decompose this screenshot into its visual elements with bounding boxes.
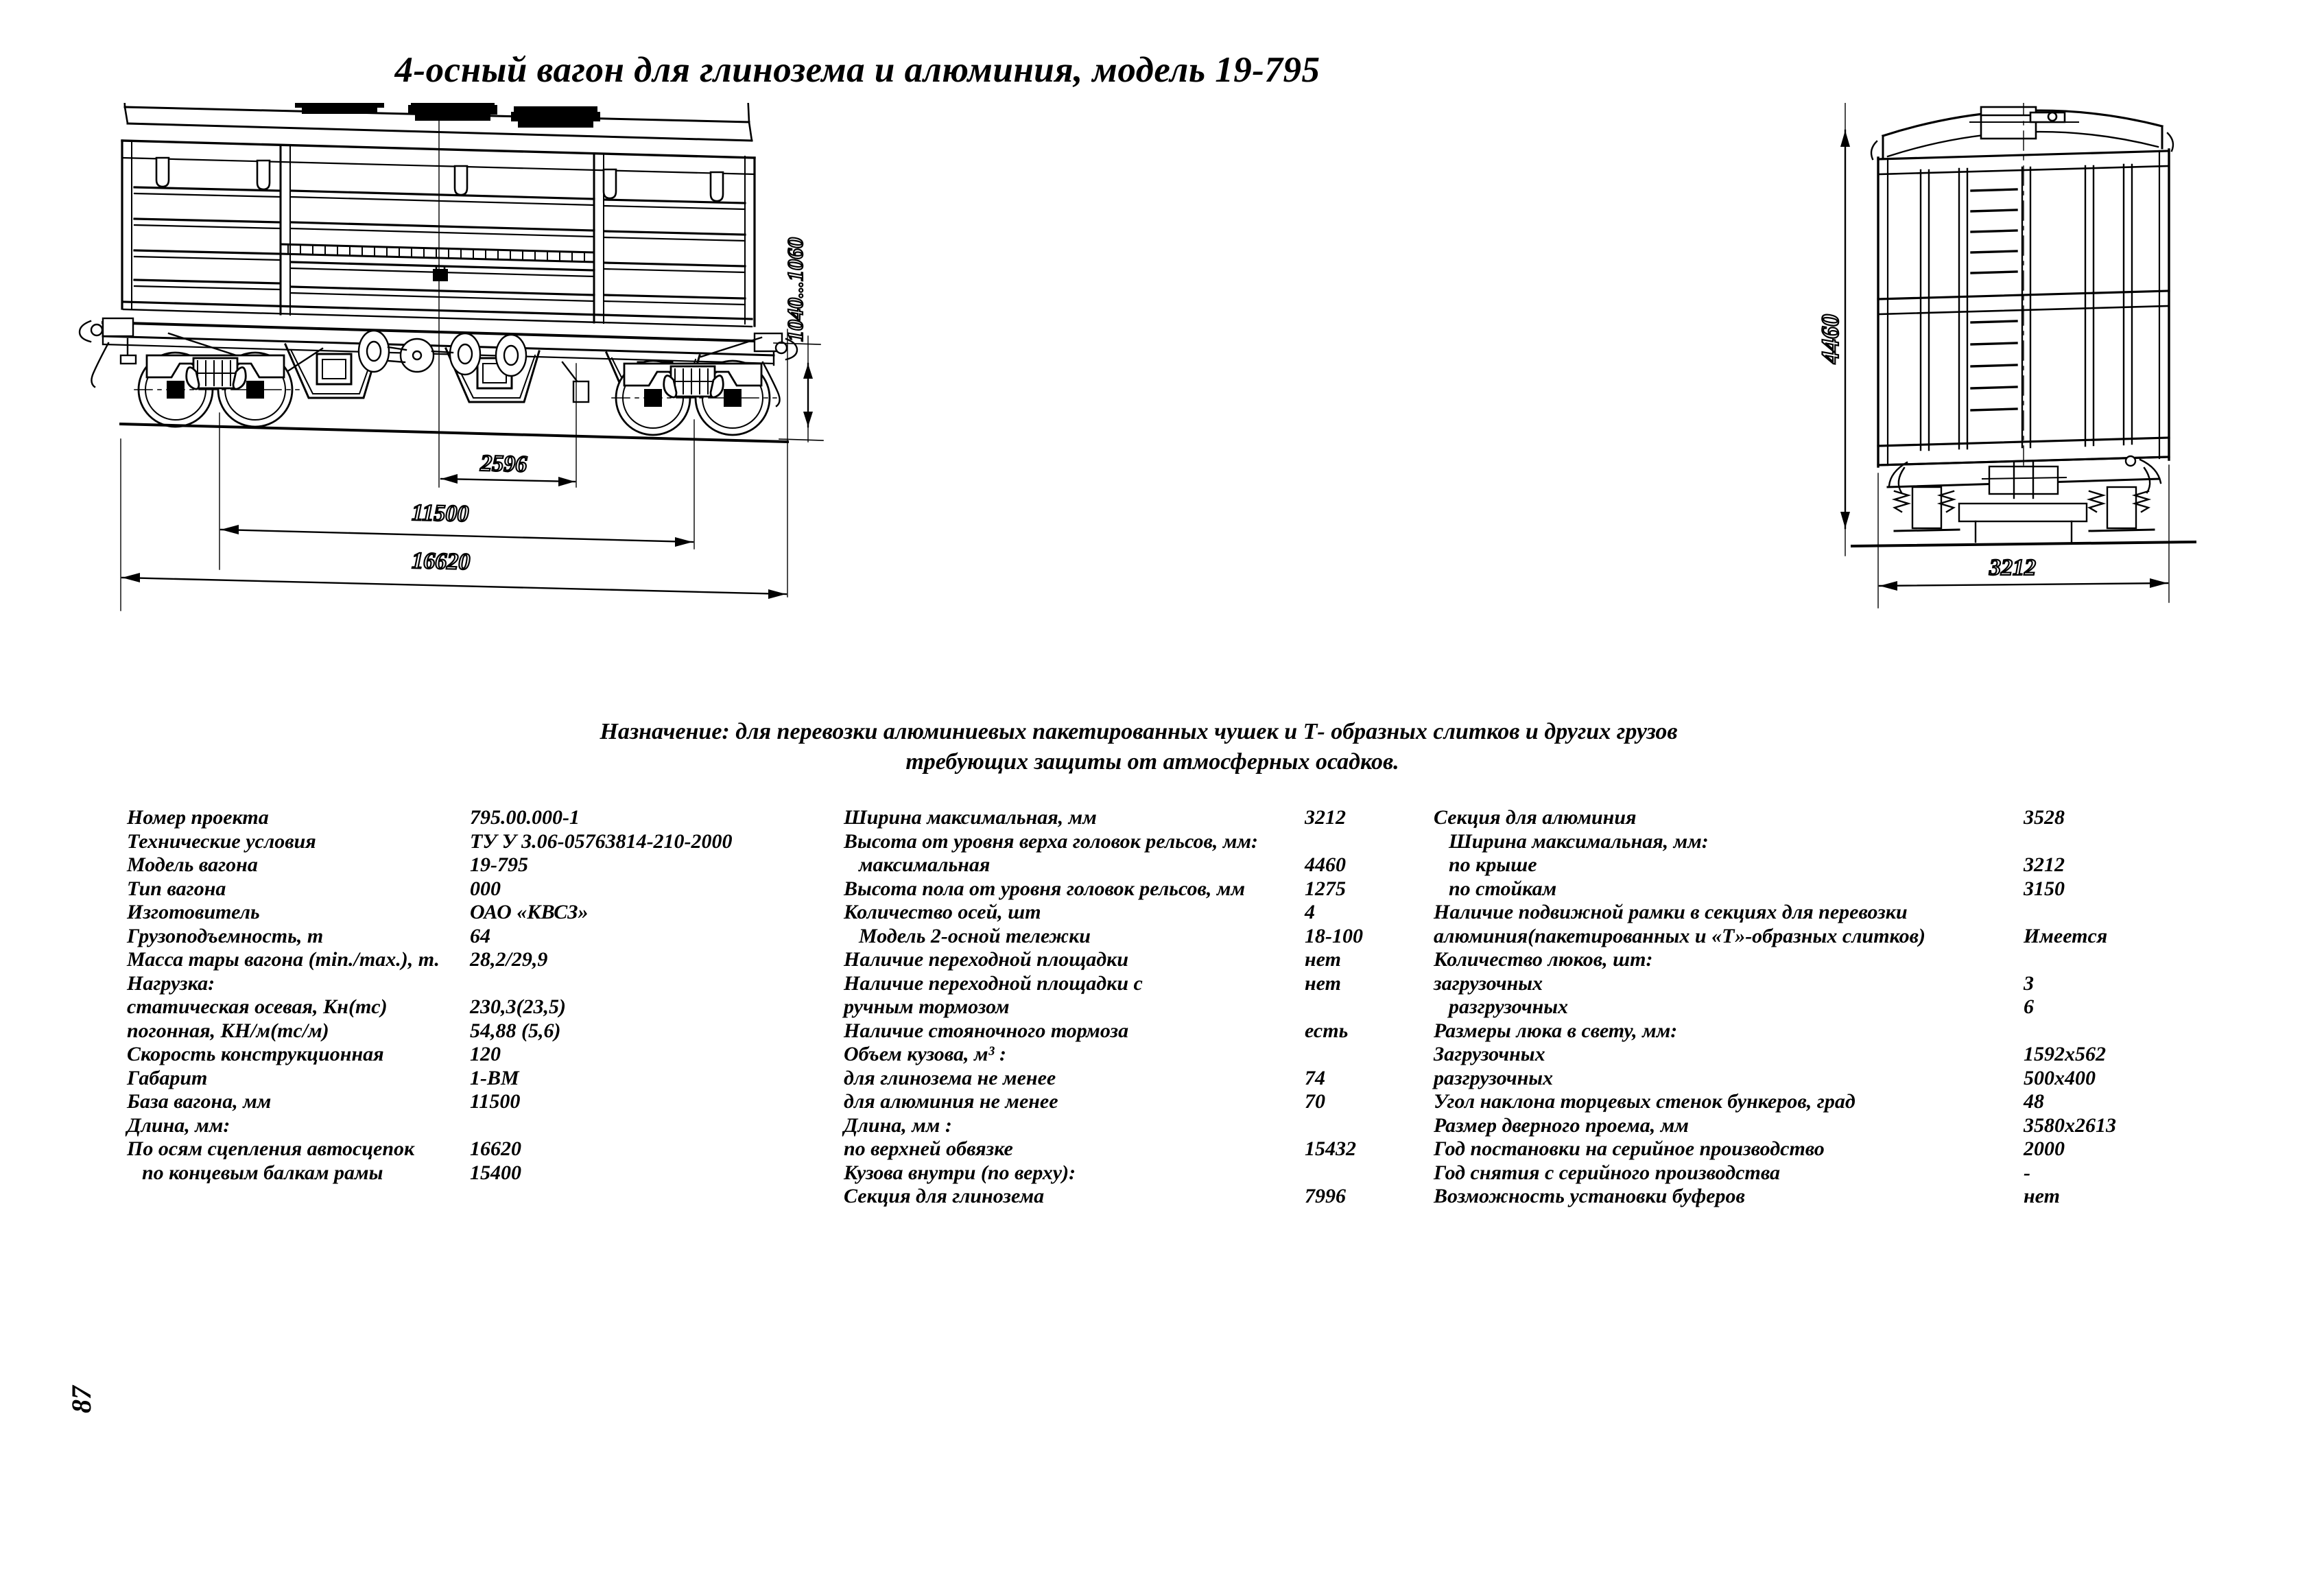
purpose-line-2: требующих защиты от атмосферных осадков. xyxy=(905,748,1399,775)
spec-row xyxy=(844,1185,1420,1209)
spec-label: Объем кузова, м³ : xyxy=(844,1043,1006,1065)
spec-label: для алюминия не менее xyxy=(844,1090,1058,1113)
spec-row xyxy=(127,1137,820,1161)
dim-label-wheelbase: 11500 xyxy=(411,500,469,528)
spec-label: Нагрузка: xyxy=(127,971,215,995)
spec-label: Габарит xyxy=(127,1066,208,1089)
spec-label: по крыше xyxy=(1449,853,1537,876)
spec-row xyxy=(1434,1114,2181,1138)
spec-label: Количество осей, шт xyxy=(844,901,1041,923)
spec-value: 120 xyxy=(470,1043,501,1065)
spec-row xyxy=(844,925,1420,949)
spec-row xyxy=(127,925,820,949)
spec-label: Размер дверного проема, мм xyxy=(1434,1113,1689,1137)
spec-row xyxy=(844,1161,1420,1185)
spec-label: алюминия(пакетированных и «Т»-образных слитков) xyxy=(1434,924,1926,947)
spec-label: статическая осевая, Кн(тс) xyxy=(127,995,388,1018)
spec-row xyxy=(1434,948,2181,972)
spec-row xyxy=(1434,1019,2181,1043)
spec-value: 2000 xyxy=(2024,1137,2065,1160)
spec-value: Имеется xyxy=(2024,924,2108,947)
spec-row xyxy=(1434,925,2181,949)
spec-row xyxy=(127,1114,820,1138)
page-number: 87 xyxy=(66,1386,97,1413)
spec-row xyxy=(127,995,820,1019)
spec-value: 3580х2613 xyxy=(2024,1113,2116,1137)
spec-row xyxy=(844,1043,1420,1067)
spec-row xyxy=(844,1137,1420,1161)
spec-row xyxy=(127,1067,820,1091)
spec-row xyxy=(844,806,1420,830)
dim-label-max-height: 4460 xyxy=(1816,314,1844,364)
spec-label: по верхней обвязке xyxy=(844,1137,1013,1160)
spec-row xyxy=(127,901,820,925)
spec-value: ОАО «КВСЗ» xyxy=(470,901,589,923)
spec-column-2 xyxy=(844,806,1420,1209)
spec-label: Количество люков, шт: xyxy=(1434,948,1653,971)
spec-value: 795.00.000-1 xyxy=(470,806,580,829)
spec-value: 3212 xyxy=(2024,853,2065,876)
spec-label: Год постановки на серийное производство xyxy=(1434,1137,1825,1160)
spec-label: Длина, мм : xyxy=(844,1113,952,1137)
purpose-line-1: Назначение: для перевозки алюминиевых пакетированных чушек и Т- образных слитков и других грузов xyxy=(600,719,1678,744)
spec-value: - xyxy=(2024,1161,2030,1184)
spec-row xyxy=(1434,1161,2181,1185)
spec-label: ручным тормозом xyxy=(844,995,1010,1018)
spec-row xyxy=(1434,1137,2181,1161)
spec-label: Тип вагона xyxy=(127,877,226,900)
end-dimension-lines xyxy=(1816,103,2169,608)
spec-label: Размеры люка в свету, мм: xyxy=(1434,1019,1678,1042)
spec-label: максимальная xyxy=(859,853,991,876)
spec-value: 230,3(23,5) xyxy=(470,995,566,1018)
spec-row xyxy=(1434,995,2181,1019)
spec-row xyxy=(844,877,1420,901)
spec-row xyxy=(1434,877,2181,901)
spec-label: загрузочных xyxy=(1434,971,1543,995)
wagon-drawing-svg xyxy=(0,103,2324,707)
spec-label: Номер проекта xyxy=(127,806,269,829)
spec-value: 3 xyxy=(2024,971,2034,995)
spec-column-1 xyxy=(127,806,820,1185)
spec-label: Масса тары вагона (min./max.), т. xyxy=(127,948,440,971)
spec-row xyxy=(127,806,820,830)
spec-value: ТУ У 3.06-05763814-210-2000 xyxy=(470,829,733,853)
left-bogie xyxy=(134,353,299,427)
spec-value: 4 xyxy=(1305,901,1315,923)
spec-label: Наличие переходной площадки xyxy=(844,948,1129,971)
page-title: 4-осный вагон для глинозема и алюминия, модель 19-795 xyxy=(394,50,1320,90)
spec-row xyxy=(1434,806,2181,830)
spec-value: 54,88 (5,6) xyxy=(470,1019,561,1042)
spec-label: Кузова внутри (по верху): xyxy=(844,1161,1076,1184)
spec-label: Секция для глинозема xyxy=(844,1185,1045,1207)
spec-label: Наличие подвижной рамки в секциях для перевозки xyxy=(1434,901,1908,923)
spec-row xyxy=(844,948,1420,972)
dim-label-max-width: 3212 xyxy=(1989,555,2036,580)
spec-value: 15400 xyxy=(470,1161,521,1184)
spec-label: Модель вагона xyxy=(127,853,258,876)
spec-row xyxy=(1434,1090,2181,1114)
spec-value: нет xyxy=(2024,1185,2060,1207)
spec-label: Длина, мм: xyxy=(127,1113,230,1137)
spec-label: погонная, КН/м(тс/м) xyxy=(127,1019,329,1042)
spec-row xyxy=(127,1019,820,1043)
spec-value: нет xyxy=(1305,948,1341,971)
spec-label: Наличие переходной площадки с xyxy=(844,971,1143,995)
spec-label: Ширина максимальная, мм xyxy=(844,806,1097,829)
spec-label: Высота пола от уровня головок рельсов, мм xyxy=(844,877,1246,900)
dim-label-bogie-centers: 2596 xyxy=(479,451,527,477)
spec-row xyxy=(1434,1067,2181,1091)
spec-label: Технические условия xyxy=(127,829,316,853)
spec-value: 1-ВМ xyxy=(470,1066,519,1089)
spec-label: Высота от уровня верха головок рельсов, мм: xyxy=(844,829,1259,853)
spec-row xyxy=(844,1067,1420,1091)
spec-label: для глинозема не менее xyxy=(844,1066,1056,1089)
spec-label: Загрузочных xyxy=(1434,1043,1545,1065)
side-elevation xyxy=(80,103,823,611)
spec-label: База вагона, мм xyxy=(127,1090,272,1113)
spec-row xyxy=(1434,1043,2181,1067)
spec-label: Грузоподъемность, т xyxy=(127,924,324,947)
spec-label: Возможность установки буферов xyxy=(1434,1185,1745,1207)
spec-row xyxy=(844,853,1420,877)
spec-row xyxy=(844,1114,1420,1138)
spec-value: 3150 xyxy=(2024,877,2065,900)
end-elevation xyxy=(1816,103,2195,608)
dim-label-over-couplers: 16620 xyxy=(411,548,471,576)
technical-drawing xyxy=(0,103,2324,707)
spec-row xyxy=(127,1090,820,1114)
spec-row xyxy=(1434,901,2181,925)
spec-row xyxy=(844,1090,1420,1114)
spec-row xyxy=(844,995,1420,1019)
specifications-table xyxy=(0,806,2324,1286)
discharge-handwheels xyxy=(359,331,526,376)
spec-label: по концевым балкам рамы xyxy=(142,1161,383,1184)
spec-column-3 xyxy=(1434,806,2181,1209)
spec-label: Модель 2-осной тележки xyxy=(859,924,1091,947)
spec-value: 1592х562 xyxy=(2024,1043,2106,1065)
spec-value: 1275 xyxy=(1305,877,1346,900)
spec-row xyxy=(127,972,820,996)
spec-value: 28,2/29,9 xyxy=(470,948,548,971)
spec-row xyxy=(127,1043,820,1067)
spec-value: 500х400 xyxy=(2024,1066,2096,1089)
spec-value: 6 xyxy=(2024,995,2034,1018)
spec-row xyxy=(1434,972,2181,996)
spec-label: разгрузочных xyxy=(1434,1066,1554,1089)
spec-value: 4460 xyxy=(1305,853,1346,876)
spec-value: 64 xyxy=(470,924,490,947)
spec-row xyxy=(844,830,1420,854)
spec-label: Секция для алюминия xyxy=(1434,806,1637,829)
spec-label: разгрузочных xyxy=(1449,995,1569,1018)
spec-row xyxy=(127,1161,820,1185)
spec-value: есть xyxy=(1305,1019,1349,1042)
spec-label: Год снятия с серийного производства xyxy=(1434,1161,1781,1184)
spec-value: 7996 xyxy=(1305,1185,1346,1207)
spec-row xyxy=(127,830,820,854)
spec-row xyxy=(127,877,820,901)
spec-value: 16620 xyxy=(470,1137,521,1160)
spec-label: Угол наклона торцевых стенок бункеров, град xyxy=(1434,1090,1855,1113)
spec-row xyxy=(844,972,1420,996)
spec-value: 74 xyxy=(1305,1066,1325,1089)
spec-value: 18-100 xyxy=(1305,924,1363,947)
spec-value: 3528 xyxy=(2024,806,2065,829)
spec-value: 000 xyxy=(470,877,501,900)
spec-row xyxy=(127,948,820,972)
spec-value: 3212 xyxy=(1305,806,1346,829)
end-view-roof-hatch xyxy=(1970,107,2078,139)
spec-label: Изготовитель xyxy=(127,901,260,923)
spec-row xyxy=(1434,853,2181,877)
left-coupler-assembly xyxy=(80,318,136,387)
spec-value: 70 xyxy=(1305,1090,1325,1113)
spec-label: по стойкам xyxy=(1449,877,1557,900)
purpose-statement xyxy=(425,717,1852,777)
spec-label: Ширина максимальная, мм: xyxy=(1449,829,1709,853)
spec-value: 48 xyxy=(2024,1090,2044,1113)
spec-row xyxy=(127,853,820,877)
spec-value: нет xyxy=(1305,971,1341,995)
spec-row xyxy=(844,901,1420,925)
spec-row xyxy=(1434,830,2181,854)
spec-value: 19-795 xyxy=(470,853,528,876)
spec-value: 15432 xyxy=(1305,1137,1356,1160)
spec-row xyxy=(1434,1185,2181,1209)
spec-row xyxy=(844,1019,1420,1043)
spec-label: По осям сцепления автосцепок xyxy=(127,1137,415,1160)
end-draftgear xyxy=(1959,462,2087,542)
spec-label: Скорость конструкционная xyxy=(127,1043,384,1065)
dim-label-coupler-height: 1040...1060 xyxy=(783,237,807,342)
spec-value: 11500 xyxy=(470,1090,521,1113)
spec-label: Наличие стояночного тормоза xyxy=(844,1019,1129,1042)
end-ladder-rungs xyxy=(1971,189,2017,273)
